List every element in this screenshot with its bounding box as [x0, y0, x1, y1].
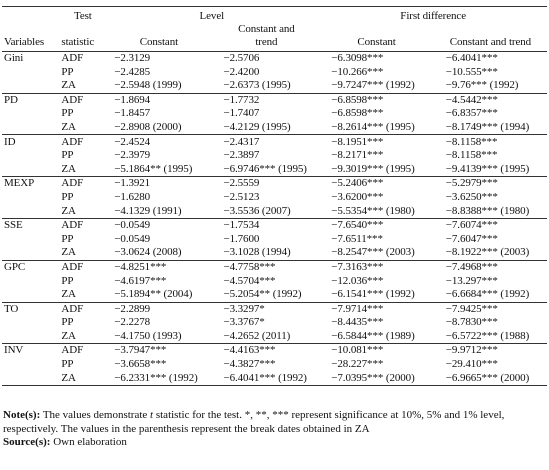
table-row	[2, 163, 547, 177]
note-line	[3, 409, 545, 436]
variable-cell	[2, 233, 61, 247]
variable-cell	[2, 288, 61, 302]
header-first-difference-group	[319, 7, 547, 24]
header-test-statistic: statistic	[61, 36, 95, 49]
test-statistic-cell: ZA	[61, 204, 76, 217]
level-constant-trend-cell: −2.3897	[223, 149, 260, 162]
test-statistic-cell: ADF	[61, 93, 104, 107]
first-difference-constant-trend-cell: −3.6250***	[445, 190, 498, 203]
level-constant-trend-cell: −4.5704***	[223, 274, 276, 287]
first-difference-constant-cell: −8.2614*** (1995)	[331, 120, 415, 133]
test-statistic-cell: ZA	[61, 120, 76, 133]
level-constant-cell: −2.2278	[114, 316, 151, 329]
level-constant-trend-cell: −2.4317	[213, 135, 319, 149]
variable-cell	[2, 246, 61, 260]
first-difference-constant-trend-cell: −7.4968***	[434, 260, 547, 274]
header-fd-constant-trend: Constant and trend	[449, 36, 532, 49]
level-constant-trend-cell: −1.7407	[223, 107, 260, 120]
unit-root-test-table	[2, 6, 547, 386]
level-constant-trend-cell: −3.3767*	[223, 316, 265, 329]
level-constant-cell: −4.1329 (1991)	[114, 204, 182, 217]
first-difference-constant-trend-cell: −7.9425***	[434, 302, 547, 316]
level-constant-cell: −2.5948 (1999)	[114, 79, 182, 92]
test-statistic-cell: ADF	[61, 135, 104, 149]
level-constant-cell: −0.0549	[104, 218, 213, 232]
header-test-top: Test	[61, 7, 104, 24]
table-row	[2, 246, 547, 260]
level-group-label: Level	[199, 9, 225, 22]
variable-cell	[2, 371, 61, 385]
header-level-group	[104, 7, 319, 24]
first-difference-constant-trend-cell: −6.9665*** (2000)	[434, 371, 547, 385]
first-difference-constant-cell: −7.3163***	[319, 260, 434, 274]
level-constant-trend-cell: −4.2129 (1995)	[223, 120, 291, 133]
variable-cell: ID	[2, 135, 61, 149]
variable-cell: SSE	[2, 218, 61, 232]
variable-cell: INV	[2, 344, 61, 358]
test-statistic-cell: PP	[61, 358, 74, 371]
level-constant-cell: −1.8457	[114, 107, 151, 120]
table-row	[2, 65, 547, 79]
first-difference-constant-trend-cell: −8.1749*** (1994)	[445, 120, 530, 133]
variable-cell	[2, 107, 61, 121]
first-difference-constant-cell: −6.8598***	[331, 107, 384, 120]
first-difference-constant-cell: −5.5354*** (1980)	[331, 204, 415, 217]
first-difference-constant-cell: −8.1951***	[319, 135, 434, 149]
level-constant-trend-cell: −6.4041*** (1992)	[213, 371, 319, 385]
first-difference-constant-cell: −6.1541*** (1992)	[331, 288, 415, 301]
header-fd-constant: Constant	[357, 36, 396, 49]
variable-cell	[2, 149, 61, 163]
test-statistic-cell: PP	[61, 149, 74, 162]
level-constant-trend-cell: −5.2054** (1992)	[223, 288, 302, 301]
source-line	[3, 436, 545, 450]
test-statistic-cell: ADF	[61, 344, 104, 358]
first-difference-constant-trend-cell: −6.8357***	[445, 107, 498, 120]
test-statistic-cell: ZA	[61, 246, 76, 259]
first-difference-constant-cell: −28.227***	[331, 358, 384, 371]
level-constant-cell: −2.3979	[114, 149, 151, 162]
table-row	[2, 371, 547, 385]
first-difference-group-label: First difference	[400, 9, 466, 22]
table-row	[2, 316, 547, 330]
level-constant-cell: −1.6280	[114, 190, 151, 203]
level-constant-cell: −0.0549	[114, 232, 151, 245]
header-level-constant-trend	[213, 23, 319, 51]
level-constant-trend-cell: −1.7600	[223, 232, 260, 245]
level-constant-trend-cell: −3.5536 (2007)	[223, 204, 291, 217]
level-constant-cell: −3.6658***	[114, 358, 167, 371]
level-constant-cell: −3.7947***	[104, 344, 213, 358]
test-statistic-cell: PP	[61, 232, 74, 245]
first-difference-constant-trend-cell: −9.76*** (1992)	[445, 79, 519, 92]
first-difference-constant-cell: −7.6511***	[331, 232, 383, 245]
variable-cell	[2, 274, 61, 288]
first-difference-constant-trend-cell: −7.6074***	[434, 218, 547, 232]
variable-cell	[2, 163, 61, 177]
first-difference-constant-trend-cell: −5.2979***	[434, 177, 547, 191]
table-row	[2, 51, 547, 65]
level-constant-trend-cell: −4.3827***	[223, 358, 276, 371]
level-constant-cell: −2.2899	[104, 302, 213, 316]
first-difference-constant-trend-cell: −4.5442***	[434, 93, 547, 107]
first-difference-constant-trend-cell: −6.6684*** (1992)	[445, 288, 530, 301]
first-difference-constant-trend-cell: −9.4139*** (1995)	[445, 162, 530, 175]
table-row	[2, 274, 547, 288]
level-constant-trend-cell: −1.7534	[213, 218, 319, 232]
table-row	[2, 260, 547, 274]
note-text-a: The values demonstrate	[40, 409, 151, 421]
level-constant-trend-cell: −4.2652 (2011)	[223, 329, 291, 342]
level-constant-trend-cell: −2.6373 (1995)	[223, 79, 291, 92]
table-row	[2, 191, 547, 205]
test-statistic-cell: ADF	[61, 302, 104, 316]
header-level-constant-trend-line1: Constant and	[238, 23, 295, 35]
variable-cell	[2, 65, 61, 79]
table-body	[2, 51, 547, 385]
test-statistic-cell: ZA	[61, 162, 76, 175]
variable-cell	[2, 316, 61, 330]
first-difference-constant-trend-cell: −8.1158***	[445, 149, 498, 162]
header-level-constant: Constant	[139, 36, 179, 49]
first-difference-constant-cell: −9.3019*** (1995)	[331, 162, 415, 175]
level-constant-cell: −4.6197***	[114, 274, 167, 287]
test-statistic-cell: ZA	[61, 288, 76, 301]
note-text-b: statistic for the test. *, **, *** represent significance at 10%, 5% and 1% level, respectively. The values in the parenthesis represent the break dates obtained in ZA	[3, 409, 505, 435]
source-label: Source(s):	[3, 436, 51, 448]
level-constant-cell: −3.0624 (2008)	[114, 246, 182, 259]
table-row	[2, 330, 547, 344]
first-difference-constant-trend-cell: −9.9712***	[434, 344, 547, 358]
first-difference-constant-cell: −7.6540***	[319, 218, 434, 232]
first-difference-constant-trend-cell: −29.410***	[445, 358, 498, 371]
first-difference-constant-trend-cell: −8.8388*** (1980)	[445, 204, 530, 217]
table-row	[2, 177, 547, 191]
level-constant-cell: −2.4285	[114, 65, 151, 78]
table-row	[2, 233, 547, 247]
first-difference-constant-trend-cell: −6.5722*** (1988)	[445, 329, 530, 342]
first-difference-constant-trend-cell: −6.4041***	[445, 52, 498, 64]
level-constant-trend-cell: −2.5123	[223, 190, 260, 203]
table-row	[2, 358, 547, 372]
first-difference-constant-cell: −6.5844*** (1989)	[331, 329, 415, 342]
level-constant-cell: −2.4524	[104, 135, 213, 149]
test-statistic-cell: ADF	[61, 218, 104, 232]
test-statistic-cell: ZA	[61, 371, 104, 385]
first-difference-constant-cell: −10.081***	[319, 344, 434, 358]
level-constant-cell: −2.8908 (2000)	[114, 120, 182, 133]
level-constant-cell: −5.1864** (1995)	[114, 162, 193, 175]
level-constant-trend-cell: −2.4200	[223, 65, 260, 78]
variable-cell	[2, 358, 61, 372]
test-statistic-cell: PP	[61, 107, 74, 120]
first-difference-constant-trend-cell: −8.1158***	[434, 135, 547, 149]
variable-cell	[2, 191, 61, 205]
header-level-constant-trend-line2: trend	[255, 36, 278, 49]
first-difference-constant-trend-cell: −8.1922*** (2003)	[445, 246, 530, 259]
level-constant-trend-cell: −3.1028 (1994)	[223, 246, 291, 259]
level-constant-cell: −6.2331*** (1992)	[104, 371, 213, 385]
level-constant-trend-cell: −6.9746*** (1995)	[223, 162, 307, 175]
level-constant-trend-cell: −4.7758***	[213, 260, 319, 274]
first-difference-constant-cell: −8.2547*** (2003)	[331, 246, 415, 259]
table-row	[2, 288, 547, 302]
first-difference-constant-cell: −8.2171***	[331, 149, 384, 162]
test-statistic-cell: ZA	[61, 79, 76, 92]
level-constant-cell: −5.1894** (2004)	[114, 288, 193, 301]
test-statistic-cell: ADF	[61, 260, 104, 274]
note-t-letter: t	[150, 409, 154, 421]
first-difference-constant-trend-cell: −13.297***	[445, 274, 498, 287]
variable-cell	[2, 121, 61, 135]
header-row-groups	[2, 7, 547, 24]
first-difference-constant-cell: −6.3098***	[331, 52, 384, 64]
first-difference-constant-cell: −5.2406***	[319, 177, 434, 191]
table-row	[2, 121, 547, 135]
header-row-columns	[2, 23, 547, 51]
table-row	[2, 302, 547, 316]
variable-cell: Gini	[4, 52, 24, 64]
variable-cell: GPC	[2, 260, 61, 274]
variable-cell	[2, 330, 61, 344]
note-label: Note(s):	[3, 409, 41, 421]
level-constant-trend-cell: −3.3297*	[213, 302, 319, 316]
first-difference-constant-cell: −8.4435***	[331, 316, 384, 329]
first-difference-constant-cell: −7.9714***	[319, 302, 434, 316]
variable-cell: TO	[2, 302, 61, 316]
variable-cell	[2, 204, 61, 218]
level-constant-cell: −2.3129	[114, 52, 151, 64]
header-empty-cell	[2, 7, 61, 24]
test-statistic-cell: PP	[61, 316, 74, 329]
variable-cell: PD	[2, 93, 61, 107]
first-difference-constant-cell: −3.6200***	[331, 190, 384, 203]
table-row	[2, 93, 547, 107]
table-row	[2, 204, 547, 218]
level-constant-cell: −4.8251***	[104, 260, 213, 274]
table-row	[2, 218, 547, 232]
test-statistic-cell: ADF	[61, 177, 104, 191]
level-constant-cell: −1.3921	[104, 177, 213, 191]
level-constant-trend-cell: −1.7732	[213, 93, 319, 107]
first-difference-constant-cell: −7.0395*** (2000)	[319, 371, 434, 385]
test-statistic-cell: PP	[61, 190, 74, 203]
first-difference-constant-cell: −6.8598***	[319, 93, 434, 107]
level-constant-trend-cell: −4.4163***	[213, 344, 319, 358]
variable-cell: MEXP	[2, 177, 61, 191]
level-constant-trend-cell: −2.5559	[213, 177, 319, 191]
first-difference-constant-trend-cell: −10.555***	[445, 65, 498, 78]
test-statistic-cell: PP	[61, 65, 74, 78]
level-constant-cell: −4.1750 (1993)	[114, 329, 182, 342]
test-statistic-cell: ZA	[61, 329, 76, 342]
first-difference-constant-cell: −10.266***	[331, 65, 384, 78]
first-difference-constant-trend-cell: −7.6047***	[445, 232, 498, 245]
level-constant-trend-cell: −2.5706	[223, 52, 260, 64]
test-statistic-cell: PP	[61, 274, 74, 287]
variable-cell	[2, 79, 61, 93]
table-row	[2, 344, 547, 358]
header-variables: Variables	[4, 36, 45, 49]
table-row	[2, 107, 547, 121]
level-constant-cell: −1.8694	[104, 93, 213, 107]
first-difference-constant-trend-cell: −8.7830***	[445, 316, 498, 329]
first-difference-constant-cell: −12.036***	[331, 274, 384, 287]
table-row	[2, 79, 547, 93]
first-difference-constant-cell: −9.7247*** (1992)	[331, 79, 415, 92]
test-statistic-cell: ADF	[61, 52, 84, 64]
table-row	[2, 149, 547, 163]
table-row	[2, 135, 547, 149]
source-text: Own elaboration	[50, 436, 127, 448]
table-notes	[3, 409, 545, 450]
